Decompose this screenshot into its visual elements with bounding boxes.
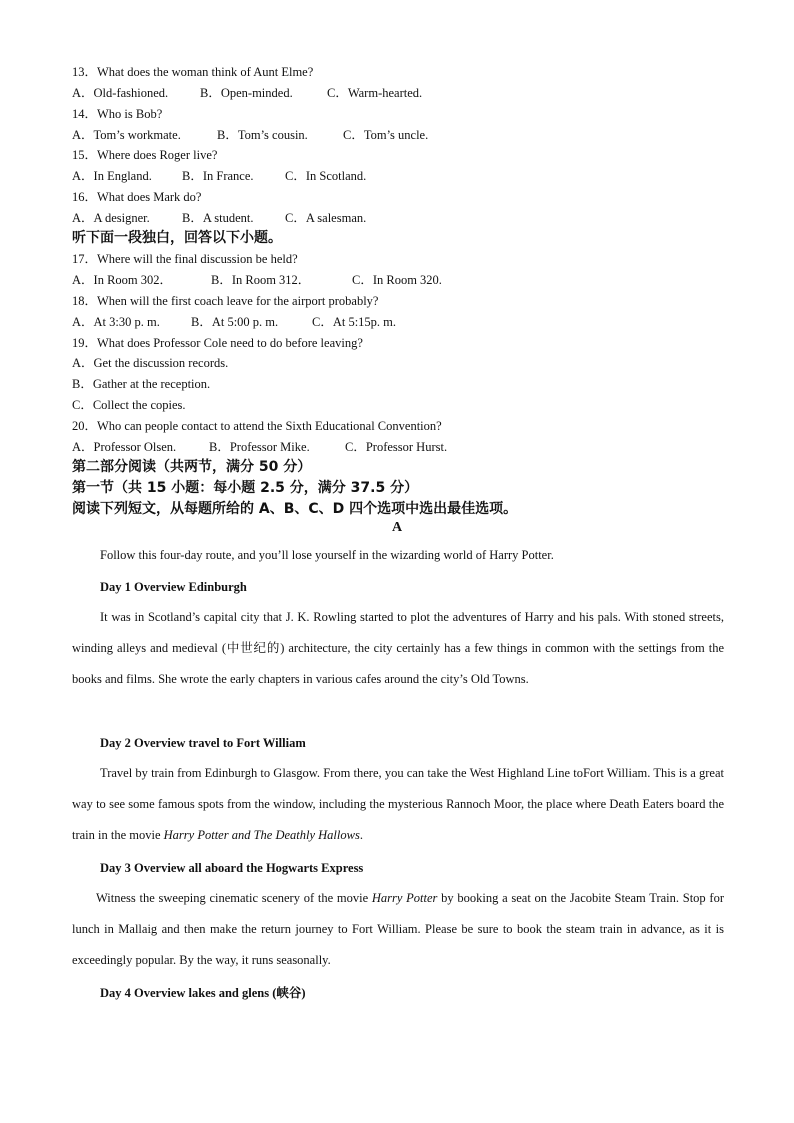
question-18-stem: 18．When will the first coach leave for the airport probably? — [72, 294, 379, 308]
monologue-heading: 听下面一段独白，回答以下小题。 — [72, 230, 282, 246]
day2-text — [72, 758, 724, 852]
passage-label: A — [391, 520, 403, 535]
option-a: A．A designer. — [72, 211, 150, 225]
reading-instructions: 阅读下列短文，从每题所给的 A、B、C、D 四个选项中选出最佳选项。 — [72, 501, 518, 517]
option-b: B．In France. — [182, 169, 254, 183]
day2-title: Day 2 Overview travel to Fort William — [100, 736, 306, 750]
option-a: A．In Room 302． — [72, 273, 173, 287]
day3-text-end: by booking a seat on the Jacobite Steam Train. Stop for lunch in Mallaig and then make the return journey to Fort William. Please be sure to book the steam train in advance, as it is exceedingly popular. By the way, it runs seasonally. — [72, 891, 724, 968]
option-a: A．Professor Olsen. — [72, 440, 177, 454]
question-18-options — [72, 314, 396, 330]
question-15-stem: 15．Where does Roger live? — [72, 148, 218, 162]
question-17-stem: 17．Where will the final discussion be held? — [72, 252, 298, 266]
option-a: A．In England. — [72, 169, 152, 183]
option-c: C．Warm-hearted. — [327, 86, 423, 100]
day3-title: Day 3 Overview all aboard the Hogwarts Express — [100, 861, 364, 875]
option-b: B．A student. — [182, 211, 254, 225]
question-19-option-c: C．Collect the copies. — [72, 398, 186, 412]
question-14-stem: 14．Who is Bob? — [72, 107, 163, 121]
question-16-stem: 16．What does Mark do? — [72, 190, 202, 204]
movie-title: Harry Potter and The Deathly Hallows — [163, 828, 360, 843]
section1-heading: 第一节（共 15 小题：每小题 2.5 分，满分 37.5 分） — [72, 480, 419, 496]
day2-text-end: . — [359, 828, 363, 843]
question-16-options — [72, 210, 366, 226]
part2-heading: 第二部分阅读（共两节，满分 50 分） — [72, 459, 312, 475]
question-15-options — [72, 168, 366, 184]
option-c: C．Tom’s uncle. — [343, 128, 429, 142]
option-b: B．Professor Mike. — [209, 440, 310, 454]
option-b: B．At 5:00 p. m. — [191, 315, 279, 329]
option-c: C．Professor Hurst. — [345, 440, 448, 454]
option-a: A．Tom’s workmate. — [72, 128, 181, 142]
day1-text: It was in Scotland’s capital city that J. K. Rowling started to plot the adventures of Harry and his pals. With stoned streets, winding alleys and medieval (中世纪的) architecture, the city certainly has a few things in common with the settings from the books and films. She wrote the early chapters in various cafes around the city’s Old Towns. — [72, 610, 724, 687]
day1-title: Day 1 Overview Edinburgh — [100, 580, 247, 594]
option-a: A．Old-fashioned. — [72, 86, 169, 100]
option-c: C．At 5:15p. m. — [312, 315, 397, 329]
day4-title: Day 4 Overview lakes and glens (峡谷) — [100, 986, 306, 1000]
option-c: C．A salesman. — [285, 211, 367, 225]
day3-text — [72, 883, 724, 977]
question-20-options — [72, 439, 447, 455]
option-b: B．In Room 312． — [211, 273, 311, 287]
question-20-stem: 20．Who can people contact to attend the Sixth Educational Convention? — [72, 419, 442, 433]
question-19-stem: 19．What does Professor Cole need to do before leaving? — [72, 336, 363, 350]
question-14-options — [72, 127, 428, 143]
option-a: A．At 3:30 p. m. — [72, 315, 160, 329]
question-13-options — [72, 85, 422, 101]
question-13-stem: 13．What does the woman think of Aunt Elme? — [72, 65, 314, 79]
question-19-option-b: B．Gather at the reception. — [72, 377, 211, 391]
option-c: C．In Room 320. — [352, 273, 442, 287]
day3-text-part: Witness the sweeping cinematic scenery of the movie — [96, 891, 372, 905]
movie-title: Harry Potter — [371, 891, 438, 905]
option-b: B．Open-minded. — [200, 86, 293, 100]
day2-text-part: Travel by train from Edinburgh to Glasgow. From there, you can take the West Highland Line toFort William. This is a great way to see some famous spots from the window, including the mysterious Rannoch Moor, the place where Death Eaters board the train in the movie — [72, 766, 724, 843]
passage-intro: Follow this four-day route, and you’ll lose yourself in the wizarding world of Harry Potter. — [100, 548, 554, 562]
question-19-option-a: A．Get the discussion records. — [72, 356, 229, 370]
option-b: B．Tom’s cousin. — [217, 128, 308, 142]
option-c: C．In Scotland. — [285, 169, 367, 183]
question-17-options — [72, 272, 442, 288]
